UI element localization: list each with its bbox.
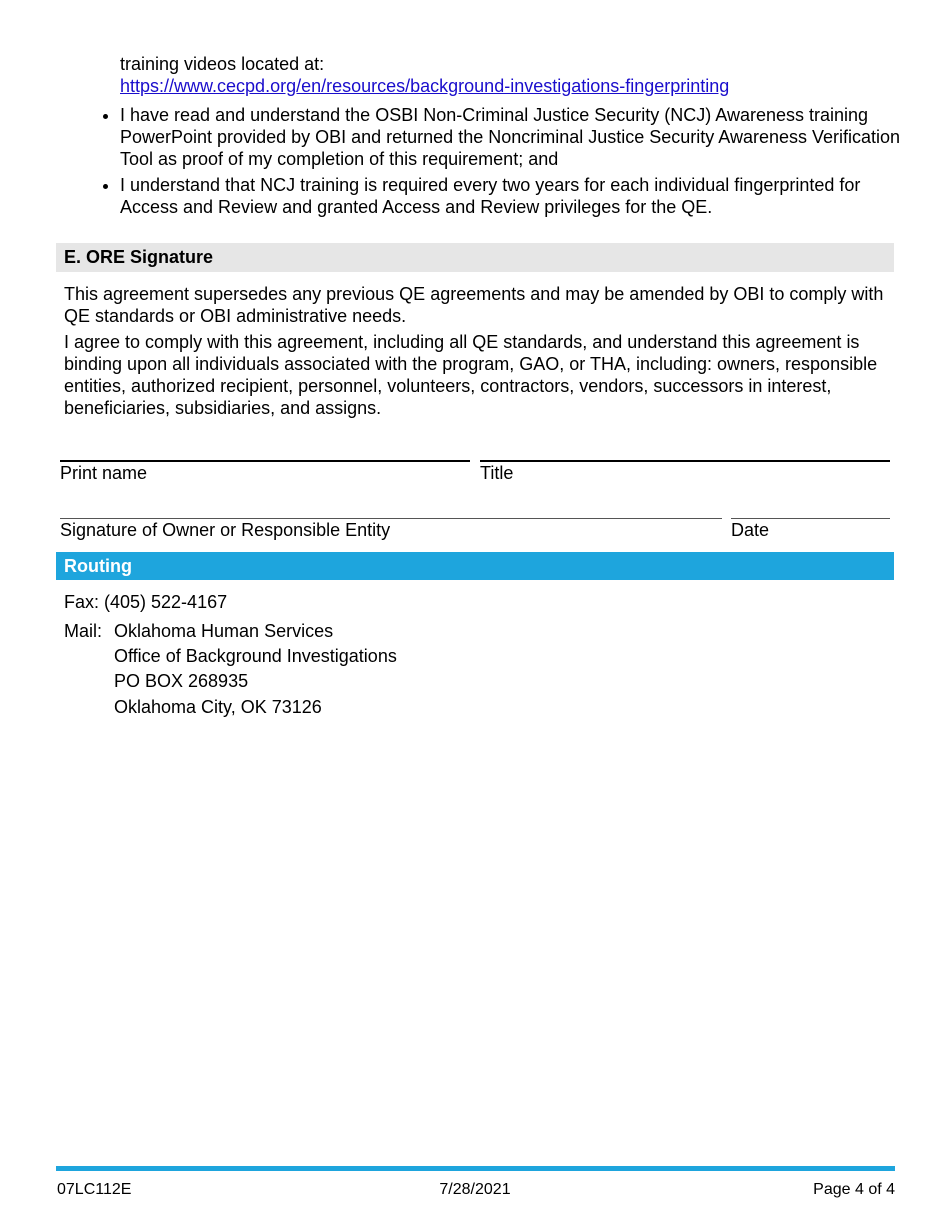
list-item: • I have read and understand the OSBI Non-Criminal Justice Security (NCJ) Awareness training PowerPoint provided by OBI and returned the Noncriminal Justice Security Awareness Verification Tool as proof of my completion of this requirement; and	[120, 104, 920, 170]
address-line: Oklahoma Human Services	[114, 621, 334, 641]
acknowledgement-list	[100, 104, 920, 222]
routing-header: Routing	[56, 552, 894, 580]
page-number: Page 4 of 4	[813, 1181, 895, 1198]
signature-label: Signature of Owner or Responsible Entity	[60, 520, 391, 540]
footer-divider	[56, 1166, 895, 1171]
agreement-paragraph-2: I agree to comply with this agreement, including all QE standards, and understand this agreement is binding upon all individuals associated with the program, GAO, or THA, including: owners, responsible entities, authorized recipient, personnel, volunteers, contractors, vendors, successors in interest, beneficiaries, subsidiaries, and assigns.	[64, 332, 878, 418]
address-line: PO BOX 268935	[114, 671, 249, 691]
print-name-label: Print name	[60, 463, 148, 483]
date-label: Date	[731, 520, 770, 540]
agreement-paragraph-1: This agreement supersedes any previous QE agreements and may be amended by OBI to comply with QE standards or OBI administrative needs.	[64, 284, 884, 326]
title-line[interactable]	[480, 460, 890, 462]
address-line: Oklahoma City, OK 73126	[114, 697, 322, 717]
revision-date: 7/28/2021	[439, 1181, 511, 1198]
address-line: Office of Background Investigations	[114, 646, 397, 666]
form-id: 07LC112E	[57, 1181, 132, 1198]
training-videos-link[interactable]: https://www.cecpd.org/en/resources/background-investigations-fingerprinting	[120, 76, 730, 96]
title-label: Title	[480, 463, 514, 483]
mail-label: Mail:	[64, 621, 103, 641]
intro-text	[120, 53, 900, 97]
intro-line: training videos located at:	[120, 54, 325, 74]
list-item: • I understand that NCJ training is required every two years for each individual fingerprinted for Access and Review and granted Access and Review privileges for the QE.	[120, 174, 920, 218]
section-e-header: E. ORE Signature	[56, 243, 894, 272]
fax-number: Fax: (405) 522-4167	[64, 592, 228, 612]
